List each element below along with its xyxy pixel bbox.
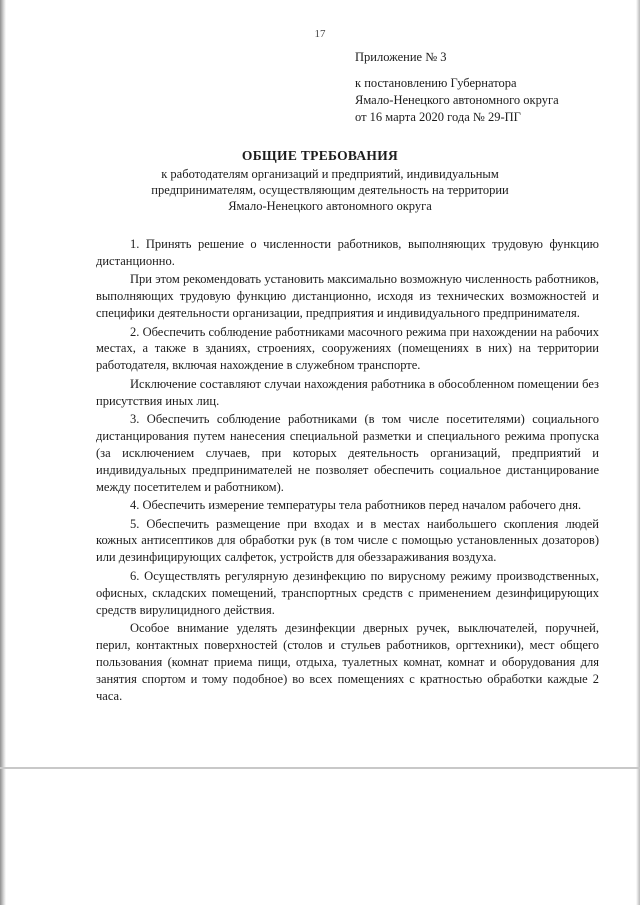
document-body — [96, 236, 599, 706]
page-number: 17 — [314, 28, 326, 40]
subtitle-line: Ямало-Ненецкого автономного округа — [228, 199, 432, 213]
paragraph-item-5: 5. Обеспечить размещение при входах и в местах наибольшего скопления людей кожных антисептиков для обработки рук (в том числе с помощью установленных дозаторов) или дезинфицирующих салфеток, устройств для обеззараживания воздуха. — [96, 516, 599, 565]
appendix-region: Ямало-Ненецкого автономного округа — [355, 93, 559, 107]
appendix-header — [355, 49, 559, 126]
paragraph-item-2: 2. Обеспечить соблюдение работниками масочного режима при нахождении на рабочих местах, а также в зданиях, строениях, сооружениях (помещениях в них) на территории работодателя, включая нахождение в служебном транспорте. — [96, 324, 599, 373]
appendix-resolution: к постановлению Губернатора — [355, 76, 517, 90]
paragraph-item-4: 4. Обеспечить измерение температуры тела работников перед началом рабочего дня. — [130, 498, 582, 513]
paragraph-item-6-note: Особое внимание уделять дезинфекции дверных ручек, выключателей, поручней, перил, контактных поверхностей (столов и стульев работников, оргтехники), мест общего пользования (комнат приема пищи, отдыха, туалетных комнат, комнат и оборудования для занятия спортом и тому подобное) во всех помещениях с кратностью обработки каждые 2 часа. — [96, 620, 599, 703]
scan-edge-left — [0, 0, 6, 905]
paragraph-item-6: 6. Осуществлять регулярную дезинфекцию по вирусному режиму производственных, офисных, складских помещений, транспортных средств с применением дезинфицирующих средств вирулицидного действия. — [96, 568, 599, 617]
paragraph-item-1-note: При этом рекомендовать установить максимально возможную численность работников, выполняющих трудовую функцию дистанционно, исходя из технических возможностей и специфики деятельности организации, предприятия и индивидуального предпринимателя. — [96, 272, 599, 321]
subtitle-line: предпринимателям, осуществляющим деятельность на территории — [151, 183, 509, 197]
paragraph-item-2-note: Исключение составляют случаи нахождения работника в обособленном помещении без присутствия иных лиц. — [96, 376, 599, 408]
appendix-date: от 16 марта 2020 года № 29-ПГ — [355, 110, 521, 124]
document-title: ОБЩИЕ ТРЕБОВАНИЯ — [241, 148, 399, 163]
appendix-number: Приложение № 3 — [355, 50, 447, 64]
scan-bottom-edge — [0, 767, 640, 769]
paragraph-item-3: 3. Обеспечить соблюдение работниками (в том числе посетителями) социального дистанцирования путем нанесения специальной разметки и специального режима пропуска (за исключением случаев, при которых деятельность организаций, предприятий и индивидуальных предпринимателей не позволяет обеспечить социальное дистанцирование между посетителем и работником). — [96, 412, 599, 494]
document-subtitle — [130, 166, 530, 214]
paragraph-item-1: 1. Принять решение о численности работников, выполняющих трудовую функцию дистанционно. — [96, 237, 599, 268]
scan-edge-right — [636, 0, 640, 905]
subtitle-line: к работодателям организаций и предприятий, индивидуальным — [161, 167, 499, 181]
